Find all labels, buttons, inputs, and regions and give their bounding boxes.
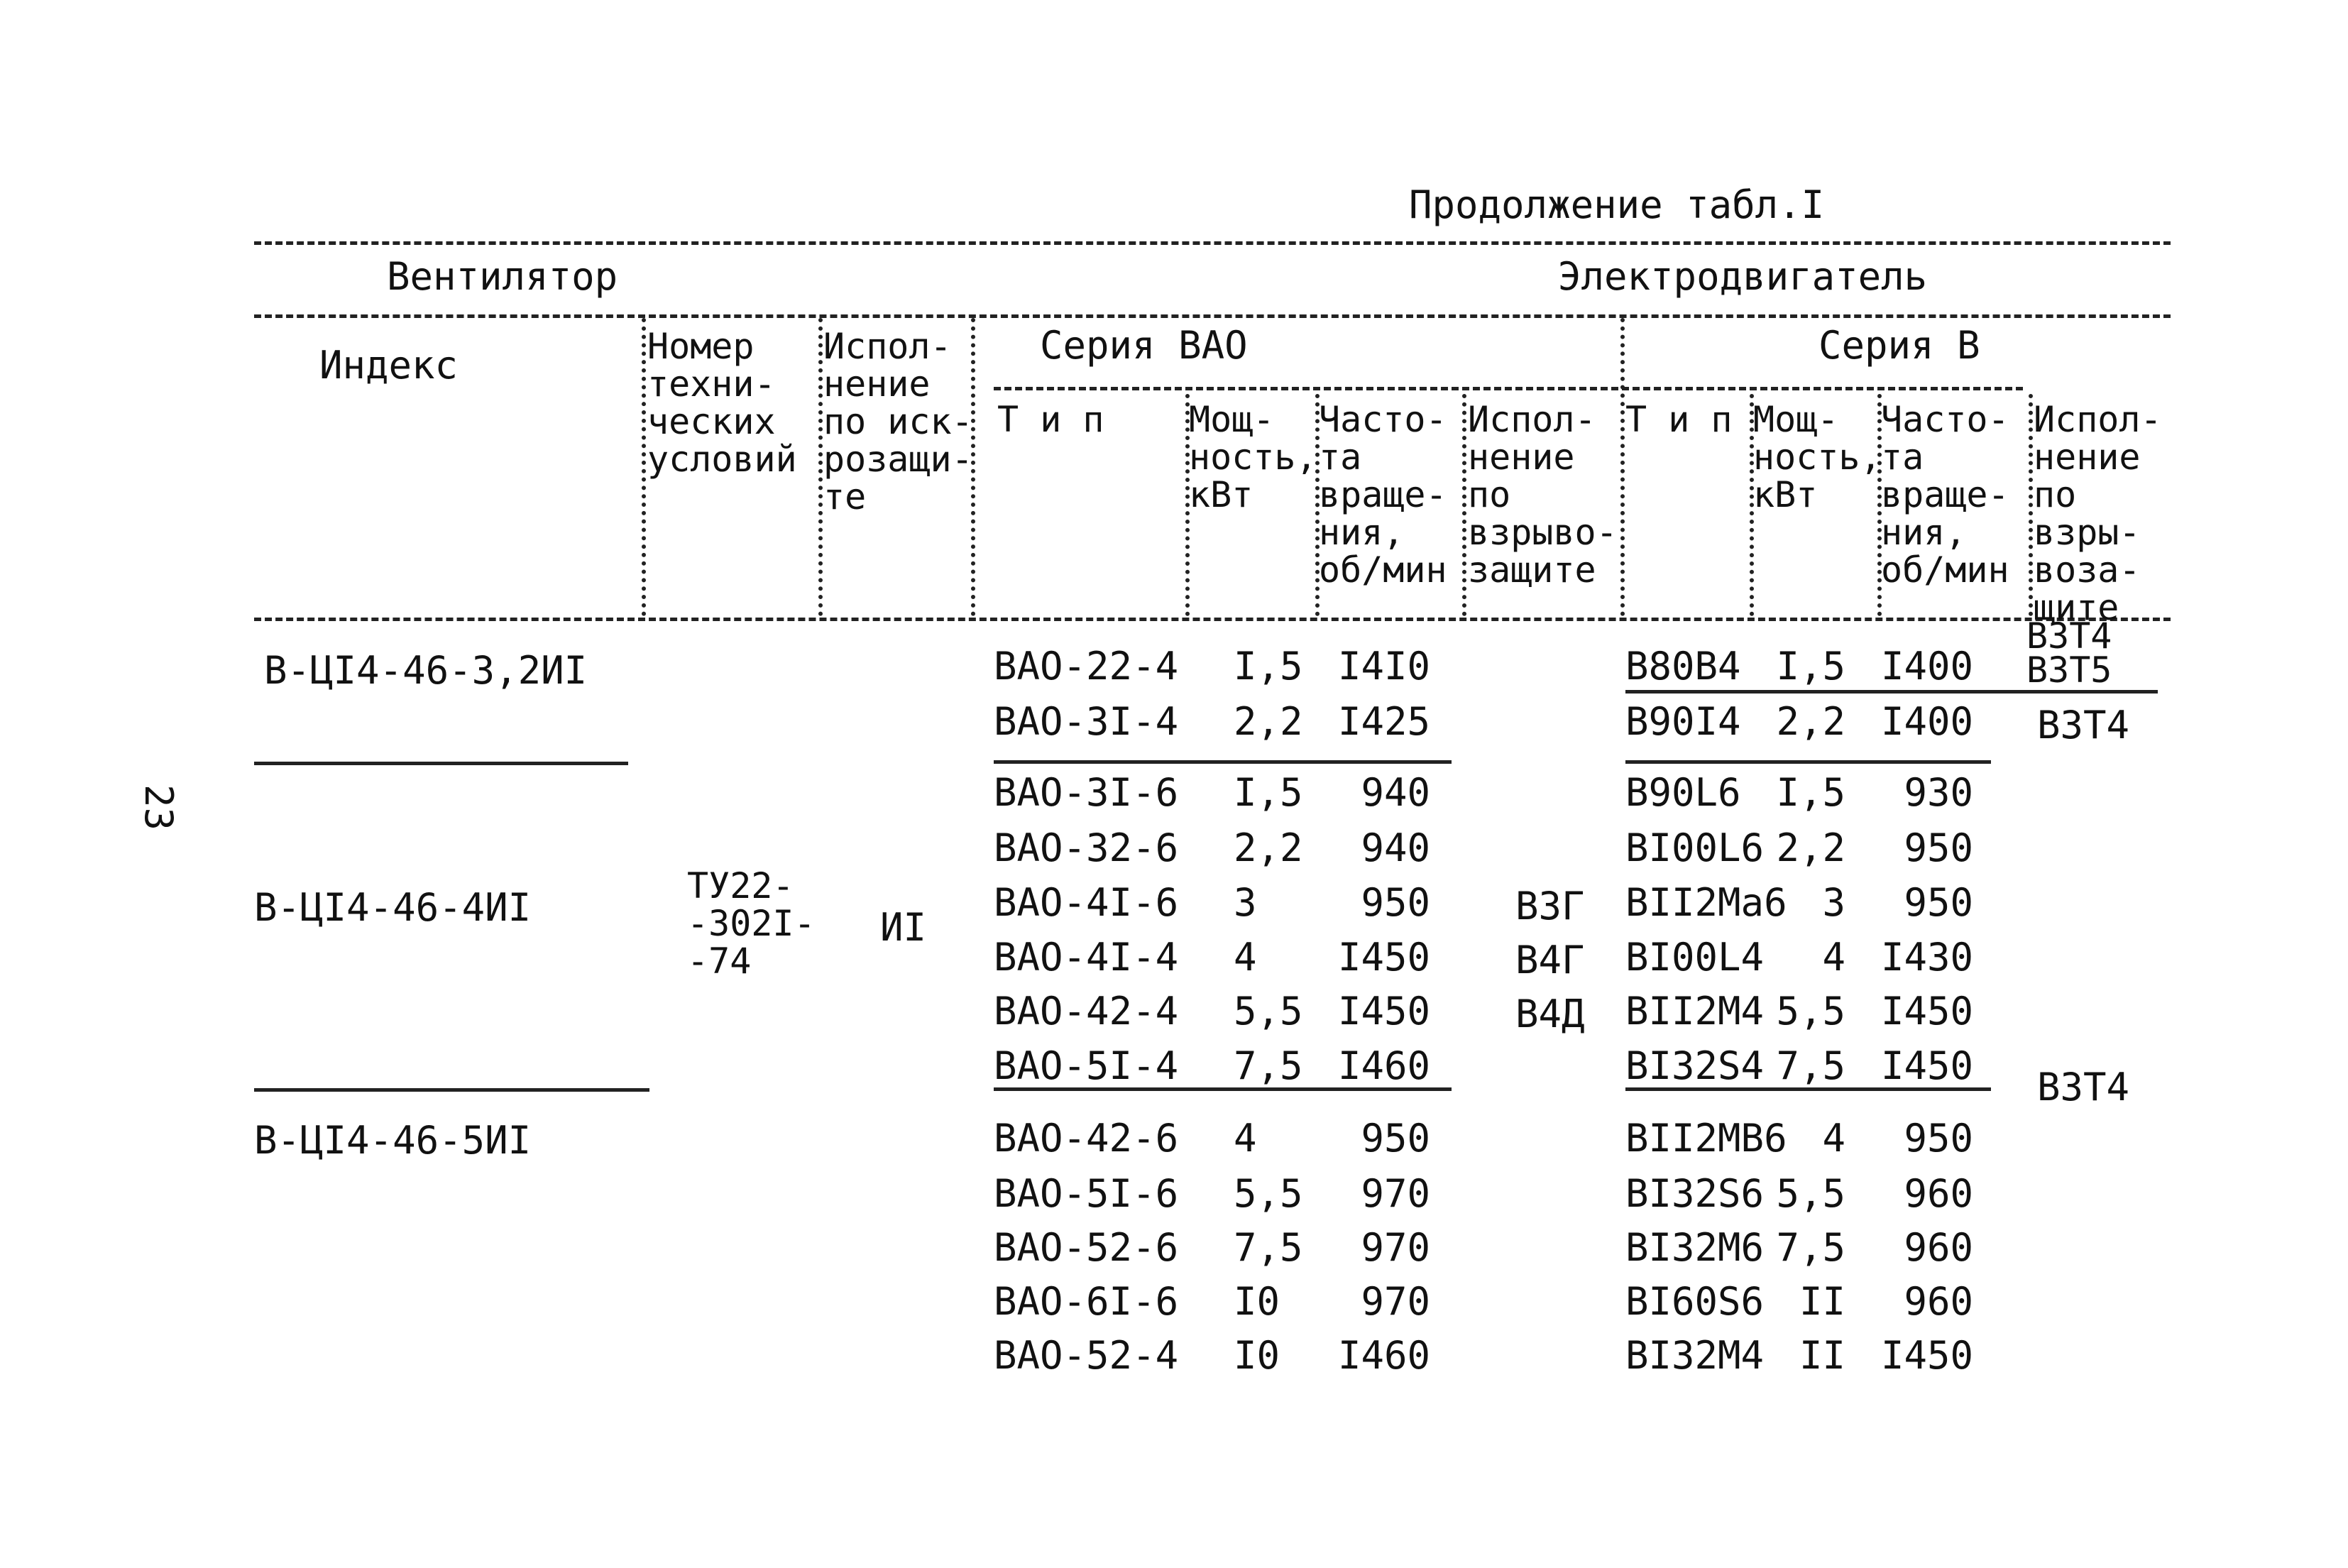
vao-explosion-value: В3Г: [1515, 884, 1585, 928]
vao-frequency-cell: 970: [1361, 1225, 1430, 1270]
v-frequency-cell: I450: [1880, 1043, 1973, 1088]
vao-type-cell: ВАО-52-4: [994, 1333, 1179, 1378]
vao-power-cell: 7,5: [1234, 1043, 1303, 1088]
v-type-cell: ВI00L4: [1625, 935, 1765, 980]
v-frequency-cell: 950: [1904, 880, 1973, 925]
tu-number: ТУ22- -302I- -74: [687, 865, 816, 982]
fan-group-divider: [254, 1088, 649, 1092]
vao-frequency-cell: I460: [1337, 1043, 1430, 1088]
vao-group-divider: [994, 760, 1452, 764]
vao-power-cell: I0: [1234, 1279, 1280, 1324]
vao-power-cell: 5,5: [1234, 1171, 1303, 1216]
vao-frequency-cell: 970: [1361, 1171, 1430, 1216]
v-explosion-header: Испол- нение по взры- воза- щите: [2034, 399, 2162, 628]
col-separator: [1620, 318, 1625, 616]
v-frequency-cell: I400: [1880, 699, 1973, 744]
vao-power-cell: I,5: [1234, 644, 1303, 689]
vao-power-cell: 4: [1234, 1116, 1257, 1161]
vao-type-cell: ВАО-32-6: [994, 826, 1179, 870]
v-frequency-cell: I450: [1880, 989, 1973, 1034]
vao-type-cell: ВАО-6I-6: [994, 1279, 1179, 1324]
index-header: Индекс: [319, 343, 459, 388]
v-power-cell: 2,2: [1776, 826, 1845, 870]
vao-type-cell: ВАО-42-4: [994, 989, 1179, 1034]
v-type-header: Т и п: [1625, 399, 1733, 440]
vao-power-cell: 4: [1234, 935, 1257, 980]
v-frequency-header: Часто- та враще- ния, об/мин: [1881, 399, 2009, 591]
v-group-divider: [1625, 760, 1991, 764]
fan-group-divider: [254, 762, 628, 765]
v-power-cell: 2,2: [1776, 699, 1845, 744]
v-frequency-cell: 930: [1904, 770, 1973, 815]
vao-type-cell: ВАО-3I-4: [994, 699, 1179, 744]
v-power-cell: 5,5: [1776, 1171, 1845, 1216]
vao-power-cell: I,5: [1234, 770, 1303, 815]
vao-frequency-cell: 940: [1361, 770, 1430, 815]
vao-frequency-cell: I460: [1337, 1333, 1430, 1378]
series-v-header: Серия В: [1818, 323, 1980, 368]
v-type-cell: ВI32М4: [1625, 1333, 1765, 1378]
top-rule: [254, 241, 2171, 245]
v-power-cell: I,5: [1776, 644, 1845, 689]
fan-index: В-ЦI4-46-3,2ИI: [264, 648, 588, 693]
v-explosion-value: В3Т5: [2026, 649, 2112, 691]
col-separator: [642, 318, 646, 616]
col-separator: [818, 318, 823, 616]
vao-frequency-cell: I450: [1337, 989, 1430, 1034]
v-frequency-cell: I400: [1880, 644, 1973, 689]
vao-type-cell: ВАО-52-6: [994, 1225, 1179, 1270]
v-power-cell: 5,5: [1776, 989, 1845, 1034]
header-rule: [254, 314, 2171, 318]
v-frequency-cell: 960: [1904, 1225, 1973, 1270]
vao-frequency-cell: I4I0: [1337, 644, 1430, 689]
v-power-cell: 4: [1822, 935, 1845, 980]
v-frequency-cell: 960: [1904, 1171, 1973, 1216]
corrosion-header: Испол- нение по иск- розащи- те: [823, 326, 973, 517]
vao-explosion-header: Испол- нение по взрыво- защите: [1468, 399, 1618, 591]
fan-index: В-ЦI4-46-4ИI: [254, 885, 532, 930]
v-type-cell: ВI32М6: [1625, 1225, 1765, 1270]
vao-frequency-cell: I425: [1337, 699, 1430, 744]
fan-index: В-ЦI4-46-5ИI: [254, 1118, 532, 1163]
v-row-underline: [1625, 690, 2158, 693]
v-frequency-cell: 950: [1904, 1116, 1973, 1161]
vao-frequency-cell: 970: [1361, 1279, 1430, 1324]
vao-frequency-header: Часто- та враще- ния, об/мин: [1319, 399, 1447, 591]
v-power-header: Мощ- ность, кВт: [1753, 399, 1882, 515]
v-type-cell: ВI00L6: [1625, 826, 1765, 870]
vao-type-cell: ВАО-22-4: [994, 644, 1179, 689]
vao-type-cell: ВАО-3I-6: [994, 770, 1179, 815]
v-power-cell: 7,5: [1776, 1043, 1845, 1088]
v-power-cell: I,5: [1776, 770, 1845, 815]
v-explosion-value: В3Т4: [2026, 615, 2112, 657]
v-power-cell: 3: [1822, 880, 1845, 925]
v-frequency-cell: I430: [1880, 935, 1973, 980]
v-power-cell: II: [1799, 1333, 1845, 1378]
page-number: 23: [136, 784, 181, 831]
vao-explosion-value: В4Д: [1515, 992, 1585, 1036]
header-bottom-rule: [254, 618, 2171, 621]
v-type-cell: В80В4: [1625, 644, 1741, 689]
v-explosion-value: В3Т4: [2037, 703, 2130, 747]
vao-type-cell: ВАО-4I-6: [994, 880, 1179, 925]
v-type-cell: ВI60S6: [1625, 1279, 1765, 1324]
v-type-cell: ВI32S4: [1625, 1043, 1765, 1088]
tech-conditions-header: Номер техни- ческих условий: [647, 326, 797, 480]
v-type-cell: ВII2М4: [1625, 989, 1765, 1034]
vao-power-cell: 5,5: [1234, 989, 1303, 1034]
vao-power-cell: 7,5: [1234, 1225, 1303, 1270]
v-type-cell: В90L6: [1625, 770, 1741, 815]
col-separator: [1462, 394, 1466, 616]
vao-power-cell: I0: [1234, 1333, 1280, 1378]
vao-type-cell: ВАО-5I-6: [994, 1171, 1179, 1216]
v-frequency-cell: 950: [1904, 826, 1973, 870]
vao-type-header: Т и п: [997, 399, 1104, 440]
v-explosion-value: В3Т4: [2037, 1065, 2130, 1109]
vao-type-cell: ВАО-5I-4: [994, 1043, 1179, 1088]
col-separator: [2029, 394, 2033, 616]
vao-frequency-cell: 950: [1361, 880, 1430, 925]
v-frequency-cell: I450: [1880, 1333, 1973, 1378]
corrosion-value: ИI: [880, 905, 927, 950]
v-power-cell: 4: [1822, 1116, 1845, 1161]
vao-power-cell: 2,2: [1234, 826, 1303, 870]
series-vao-header: Серия ВАО: [1040, 323, 1248, 368]
v-power-cell: 7,5: [1776, 1225, 1845, 1270]
vao-power-header: Мощ- ность, кВт: [1189, 399, 1317, 515]
v-frequency-cell: 960: [1904, 1279, 1973, 1324]
fan-header: Вентилятор: [387, 254, 618, 299]
vao-power-cell: 2,2: [1234, 699, 1303, 744]
motor-header: Электродвигатель: [1558, 254, 1928, 299]
v-power-cell: II: [1799, 1279, 1845, 1324]
vao-frequency-cell: 940: [1361, 826, 1430, 870]
v-type-cell: ВII2Ма6: [1625, 880, 1787, 925]
vao-type-cell: ВАО-42-6: [994, 1116, 1179, 1161]
series-rule: [994, 387, 2023, 390]
vao-type-cell: ВАО-4I-4: [994, 935, 1179, 980]
table-caption: Продолжение табл.I: [1409, 182, 1825, 227]
vao-frequency-cell: 950: [1361, 1116, 1430, 1161]
v-type-cell: В90I4: [1625, 699, 1741, 744]
v-type-cell: ВII2МВ6: [1625, 1116, 1787, 1161]
vao-explosion-value: В4Г: [1515, 938, 1585, 982]
vao-power-cell: 3: [1234, 880, 1257, 925]
v-type-cell: ВI32S6: [1625, 1171, 1765, 1216]
vao-frequency-cell: I450: [1337, 935, 1430, 980]
